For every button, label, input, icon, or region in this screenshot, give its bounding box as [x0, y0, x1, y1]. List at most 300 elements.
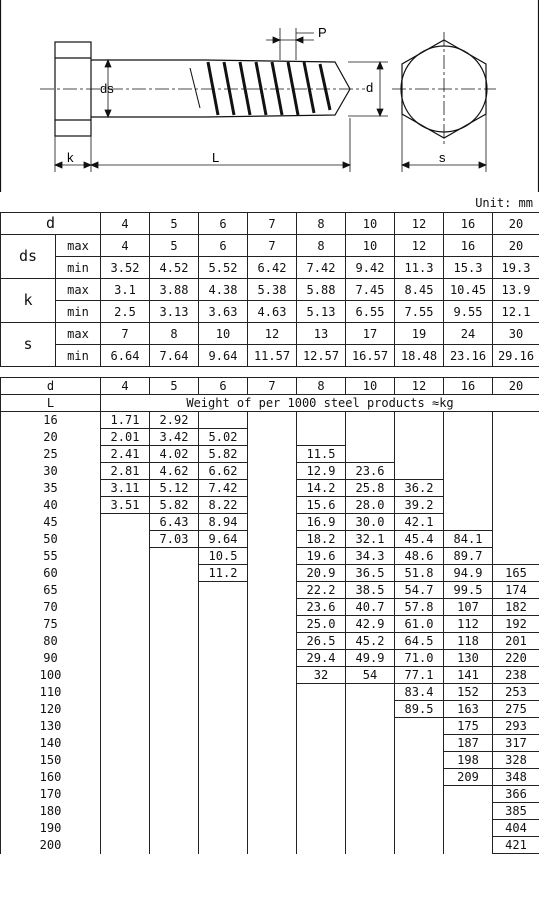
table-cell: 293 — [493, 718, 539, 735]
table-cell: 10 — [199, 323, 248, 345]
table-cell: 328 — [493, 752, 539, 769]
table-row — [1, 235, 539, 257]
table-cell — [199, 582, 248, 599]
table-cell: 5.02 — [199, 429, 248, 446]
table-cell: 118 — [444, 633, 493, 650]
table-cell: 55 — [1, 548, 101, 565]
table-cell: 34.3 — [346, 548, 395, 565]
table-cell: 54.7 — [395, 582, 444, 599]
table-cell — [395, 446, 444, 463]
table-cell — [150, 701, 199, 718]
table-cell: 26.5 — [297, 633, 346, 650]
table-cell — [101, 616, 150, 633]
table-cell: 2.5 — [101, 301, 150, 323]
table-row — [1, 213, 539, 235]
table-cell: 150 — [1, 752, 101, 769]
table-cell — [199, 616, 248, 633]
table-cell — [150, 752, 199, 769]
table-cell — [101, 735, 150, 752]
table-cell — [346, 820, 395, 837]
table-cell: 89.7 — [444, 548, 493, 565]
table-cell: d — [1, 213, 101, 235]
table-cell — [150, 718, 199, 735]
table-cell: 32 — [297, 667, 346, 684]
table-cell: 5.13 — [297, 301, 346, 323]
table-cell: 4 — [101, 235, 150, 257]
table-cell — [150, 820, 199, 837]
table-cell: 64.5 — [395, 633, 444, 650]
table-cell: 30 — [1, 463, 101, 480]
table-cell: 152 — [444, 684, 493, 701]
table-cell: 12 — [395, 235, 444, 257]
table-cell — [346, 412, 395, 429]
table-cell: 19 — [395, 323, 444, 345]
table-cell — [101, 684, 150, 701]
table-cell — [150, 548, 199, 565]
table-cell: 10 — [346, 378, 395, 395]
table-cell — [444, 803, 493, 820]
table-cell — [444, 837, 493, 854]
table-cell: 10.5 — [199, 548, 248, 565]
table-cell: 130 — [444, 650, 493, 667]
table-cell — [199, 650, 248, 667]
label-ds: ds — [100, 81, 114, 96]
table-row — [1, 301, 539, 323]
table-cell — [248, 514, 297, 531]
table-cell — [444, 480, 493, 497]
table-cell — [248, 701, 297, 718]
table-cell — [199, 718, 248, 735]
table-cell: 3.11 — [101, 480, 150, 497]
table-cell — [248, 769, 297, 786]
table-cell: 17 — [346, 323, 395, 345]
table-cell — [248, 837, 297, 854]
table-cell: 175 — [444, 718, 493, 735]
table-cell: 51.8 — [395, 565, 444, 582]
table-cell: 80 — [1, 633, 101, 650]
table-cell — [493, 412, 539, 429]
table-row — [1, 752, 539, 769]
table-cell — [248, 650, 297, 667]
table-cell — [248, 684, 297, 701]
table-cell — [444, 412, 493, 429]
bolt-drawing — [0, 0, 539, 192]
table-cell: 10.45 — [444, 279, 493, 301]
table-cell — [346, 446, 395, 463]
table-cell: s — [1, 323, 56, 367]
table-cell — [248, 599, 297, 616]
table-cell — [444, 446, 493, 463]
table-cell — [444, 786, 493, 803]
table-cell: 9.64 — [199, 345, 248, 367]
table-cell — [395, 718, 444, 735]
table-cell — [101, 701, 150, 718]
table-cell: 3.63 — [199, 301, 248, 323]
table-cell — [297, 735, 346, 752]
table-cell — [297, 752, 346, 769]
table-row — [1, 735, 539, 752]
table-cell: 6.42 — [248, 257, 297, 279]
table-cell — [248, 718, 297, 735]
table-row — [1, 837, 539, 854]
table-cell: 12.1 — [493, 301, 539, 323]
table-cell — [493, 531, 539, 548]
table-cell: 187 — [444, 735, 493, 752]
table-cell: 192 — [493, 616, 539, 633]
table-cell — [101, 667, 150, 684]
table-cell: 112 — [444, 616, 493, 633]
table-cell: 25 — [1, 446, 101, 463]
table-cell — [493, 548, 539, 565]
table-cell: 2.92 — [150, 412, 199, 429]
table-cell: 45.4 — [395, 531, 444, 548]
table-cell — [101, 531, 150, 548]
table-cell: 404 — [493, 820, 539, 837]
table-cell: 2.01 — [101, 429, 150, 446]
table-cell — [493, 480, 539, 497]
table-cell — [248, 565, 297, 582]
table-cell: 42.9 — [346, 616, 395, 633]
table-cell: 60 — [1, 565, 101, 582]
table-cell — [444, 463, 493, 480]
table-row — [1, 395, 539, 412]
table-row — [1, 803, 539, 820]
table-cell — [297, 429, 346, 446]
table-cell: 77.1 — [395, 667, 444, 684]
table-cell: 16 — [444, 378, 493, 395]
table-cell: 4.38 — [199, 279, 248, 301]
unit-label: Unit: mm — [475, 196, 533, 210]
table-cell — [199, 752, 248, 769]
table-cell: ds — [1, 235, 56, 279]
table-row — [1, 345, 539, 367]
table-cell — [150, 599, 199, 616]
table-cell: 182 — [493, 599, 539, 616]
table-row — [1, 786, 539, 803]
table-cell: 84.1 — [444, 531, 493, 548]
table-cell: 209 — [444, 769, 493, 786]
table-cell: 4.52 — [150, 257, 199, 279]
table-cell: 3.13 — [150, 301, 199, 323]
table-cell: 348 — [493, 769, 539, 786]
table-cell — [248, 803, 297, 820]
table-cell: 275 — [493, 701, 539, 718]
table-cell: 14.2 — [297, 480, 346, 497]
table-row — [1, 531, 539, 548]
table-row — [1, 446, 539, 463]
table-row — [1, 429, 539, 446]
table-cell: 10 — [346, 235, 395, 257]
table-cell: min — [56, 301, 101, 323]
table-cell: 6.64 — [101, 345, 150, 367]
table-cell: 2.81 — [101, 463, 150, 480]
table-cell — [493, 497, 539, 514]
table-cell: max — [56, 323, 101, 345]
table-cell: 49.9 — [346, 650, 395, 667]
table-row — [1, 412, 539, 429]
table-cell — [101, 752, 150, 769]
table-cell — [493, 463, 539, 480]
table-row — [1, 769, 539, 786]
table-cell — [150, 633, 199, 650]
table-cell: 163 — [444, 701, 493, 718]
table-cell: 8 — [150, 323, 199, 345]
table-row — [1, 582, 539, 599]
table-cell — [395, 803, 444, 820]
table-cell — [346, 803, 395, 820]
table-cell — [101, 633, 150, 650]
table-cell — [199, 735, 248, 752]
table-cell: 3.88 — [150, 279, 199, 301]
table-cell: 8 — [297, 378, 346, 395]
table-cell: 120 — [1, 701, 101, 718]
table-row — [1, 820, 539, 837]
table-cell: 3.42 — [150, 429, 199, 446]
table-cell: 24 — [444, 323, 493, 345]
table-cell: 29.16 — [493, 345, 539, 367]
table-cell — [101, 837, 150, 854]
table-cell — [101, 565, 150, 582]
table-cell: 1.71 — [101, 412, 150, 429]
table-cell — [101, 650, 150, 667]
table-cell: 70 — [1, 599, 101, 616]
table-cell: 201 — [493, 633, 539, 650]
table-cell: 13 — [297, 323, 346, 345]
table-cell: 8.45 — [395, 279, 444, 301]
table-cell — [150, 735, 199, 752]
table-cell: 16 — [444, 235, 493, 257]
label-L: L — [212, 150, 220, 165]
table-row — [1, 565, 539, 582]
table-cell: 48.6 — [395, 548, 444, 565]
table-cell: 2.41 — [101, 446, 150, 463]
table-cell — [493, 514, 539, 531]
table-cell: 18.2 — [297, 531, 346, 548]
table-cell: 12 — [395, 378, 444, 395]
table-cell: 7 — [248, 213, 297, 235]
table-cell — [199, 412, 248, 429]
table-cell: 174 — [493, 582, 539, 599]
table-cell: 317 — [493, 735, 539, 752]
table-cell: 71.0 — [395, 650, 444, 667]
table-row — [1, 548, 539, 565]
table-cell: 89.5 — [395, 701, 444, 718]
table-cell: max — [56, 279, 101, 301]
table-cell: 141 — [444, 667, 493, 684]
thread-crests — [208, 62, 330, 115]
table-cell: 20 — [493, 378, 539, 395]
table-cell — [444, 820, 493, 837]
table-cell — [493, 446, 539, 463]
table-cell: 4 — [101, 213, 150, 235]
table-cell: 25.0 — [297, 616, 346, 633]
table-cell: 5.52 — [199, 257, 248, 279]
table-cell — [395, 769, 444, 786]
table-cell: 4.62 — [150, 463, 199, 480]
table-cell: 99.5 — [444, 582, 493, 599]
table-cell — [346, 429, 395, 446]
table-cell — [199, 786, 248, 803]
table-cell — [395, 786, 444, 803]
table-cell — [101, 820, 150, 837]
table-cell — [346, 752, 395, 769]
table-cell — [395, 412, 444, 429]
table-cell: 200 — [1, 837, 101, 854]
table-cell: 83.4 — [395, 684, 444, 701]
table-cell — [248, 667, 297, 684]
table-cell: 45 — [1, 514, 101, 531]
table-cell — [297, 684, 346, 701]
table-cell: 23.16 — [444, 345, 493, 367]
table-cell: 366 — [493, 786, 539, 803]
table-cell — [101, 786, 150, 803]
table-cell: 36.5 — [346, 565, 395, 582]
table-cell — [346, 684, 395, 701]
table-cell — [395, 463, 444, 480]
table-cell: 6.62 — [199, 463, 248, 480]
table-cell — [444, 497, 493, 514]
table-cell: 100 — [1, 667, 101, 684]
table-cell: 107 — [444, 599, 493, 616]
table-cell: 7.03 — [150, 531, 199, 548]
table-cell: 57.8 — [395, 599, 444, 616]
table-row — [1, 257, 539, 279]
table-cell: 6.43 — [150, 514, 199, 531]
table-cell — [248, 548, 297, 565]
label-k: k — [67, 150, 74, 165]
table-cell — [493, 429, 539, 446]
table-cell: 170 — [1, 786, 101, 803]
table-cell: 5 — [150, 213, 199, 235]
table-cell: 30 — [493, 323, 539, 345]
table-cell — [248, 582, 297, 599]
table-cell: 10 — [346, 213, 395, 235]
table-cell: 5.82 — [150, 497, 199, 514]
table-cell — [199, 599, 248, 616]
table-cell: 38.5 — [346, 582, 395, 599]
table-cell: 23.6 — [297, 599, 346, 616]
table-cell: 11.3 — [395, 257, 444, 279]
table-cell: 110 — [1, 684, 101, 701]
table-cell: 7 — [248, 235, 297, 257]
table-cell — [150, 803, 199, 820]
table-cell: 3.52 — [101, 257, 150, 279]
table-cell: 90 — [1, 650, 101, 667]
table-cell — [199, 837, 248, 854]
table-cell — [199, 803, 248, 820]
table-cell — [150, 565, 199, 582]
table-row — [1, 279, 539, 301]
table-cell: 8.94 — [199, 514, 248, 531]
table-row — [1, 701, 539, 718]
table-cell: 20 — [493, 235, 539, 257]
table-cell — [248, 429, 297, 446]
table-cell: 16 — [1, 412, 101, 429]
table-cell: 7.42 — [199, 480, 248, 497]
label-d: d — [366, 80, 374, 95]
table-cell: 3.51 — [101, 497, 150, 514]
table-cell: 5.82 — [199, 446, 248, 463]
table-cell: 5.88 — [297, 279, 346, 301]
table-cell: 253 — [493, 684, 539, 701]
table-cell: 28.0 — [346, 497, 395, 514]
table-cell: 7 — [248, 378, 297, 395]
table-cell: 42.1 — [395, 514, 444, 531]
table-cell: Weight of per 1000 steel products ≈kg — [101, 395, 539, 412]
table-cell: 9.55 — [444, 301, 493, 323]
table-cell: 4.63 — [248, 301, 297, 323]
table-cell: 20.9 — [297, 565, 346, 582]
table-cell: 5 — [150, 235, 199, 257]
table-row — [1, 599, 539, 616]
table-cell — [101, 718, 150, 735]
table-cell: 40 — [1, 497, 101, 514]
table-cell: 4.02 — [150, 446, 199, 463]
table-cell: k — [1, 279, 56, 323]
table-cell: 19.3 — [493, 257, 539, 279]
table-cell: 8 — [297, 235, 346, 257]
label-s: s — [439, 150, 446, 165]
table-cell: 8.22 — [199, 497, 248, 514]
table-cell — [199, 633, 248, 650]
table-cell: 220 — [493, 650, 539, 667]
dimensions-table — [0, 212, 539, 367]
table-cell — [297, 412, 346, 429]
table-cell: 7.45 — [346, 279, 395, 301]
table-cell — [150, 616, 199, 633]
table-cell — [346, 837, 395, 854]
table-row — [1, 480, 539, 497]
table-cell: 50 — [1, 531, 101, 548]
table-cell: 94.9 — [444, 565, 493, 582]
table-cell — [199, 820, 248, 837]
table-cell — [395, 837, 444, 854]
table-cell — [297, 718, 346, 735]
weight-table — [0, 377, 539, 854]
table-row — [1, 684, 539, 701]
table-cell — [248, 752, 297, 769]
table-cell — [101, 599, 150, 616]
table-cell: 6 — [199, 235, 248, 257]
table-cell: 238 — [493, 667, 539, 684]
table-cell: 6 — [199, 213, 248, 235]
table-cell: 8 — [297, 213, 346, 235]
table-cell: 29.4 — [297, 650, 346, 667]
table-cell: 39.2 — [395, 497, 444, 514]
table-cell: 140 — [1, 735, 101, 752]
table-cell: 7.42 — [297, 257, 346, 279]
table-cell — [297, 786, 346, 803]
table-cell: 23.6 — [346, 463, 395, 480]
table-cell: 20 — [1, 429, 101, 446]
table-cell — [101, 803, 150, 820]
table-cell: 16.9 — [297, 514, 346, 531]
table-cell: 22.2 — [297, 582, 346, 599]
table-cell — [395, 752, 444, 769]
table-cell: 12 — [248, 323, 297, 345]
table-cell: 11.2 — [199, 565, 248, 582]
table-cell: min — [56, 345, 101, 367]
table-cell: 7.64 — [150, 345, 199, 367]
table-cell — [150, 650, 199, 667]
table-cell: 16 — [444, 213, 493, 235]
table-cell — [248, 497, 297, 514]
table-cell: 25.8 — [346, 480, 395, 497]
table-cell: 5 — [150, 378, 199, 395]
table-cell — [248, 820, 297, 837]
table-cell: 40.7 — [346, 599, 395, 616]
table-cell: 75 — [1, 616, 101, 633]
